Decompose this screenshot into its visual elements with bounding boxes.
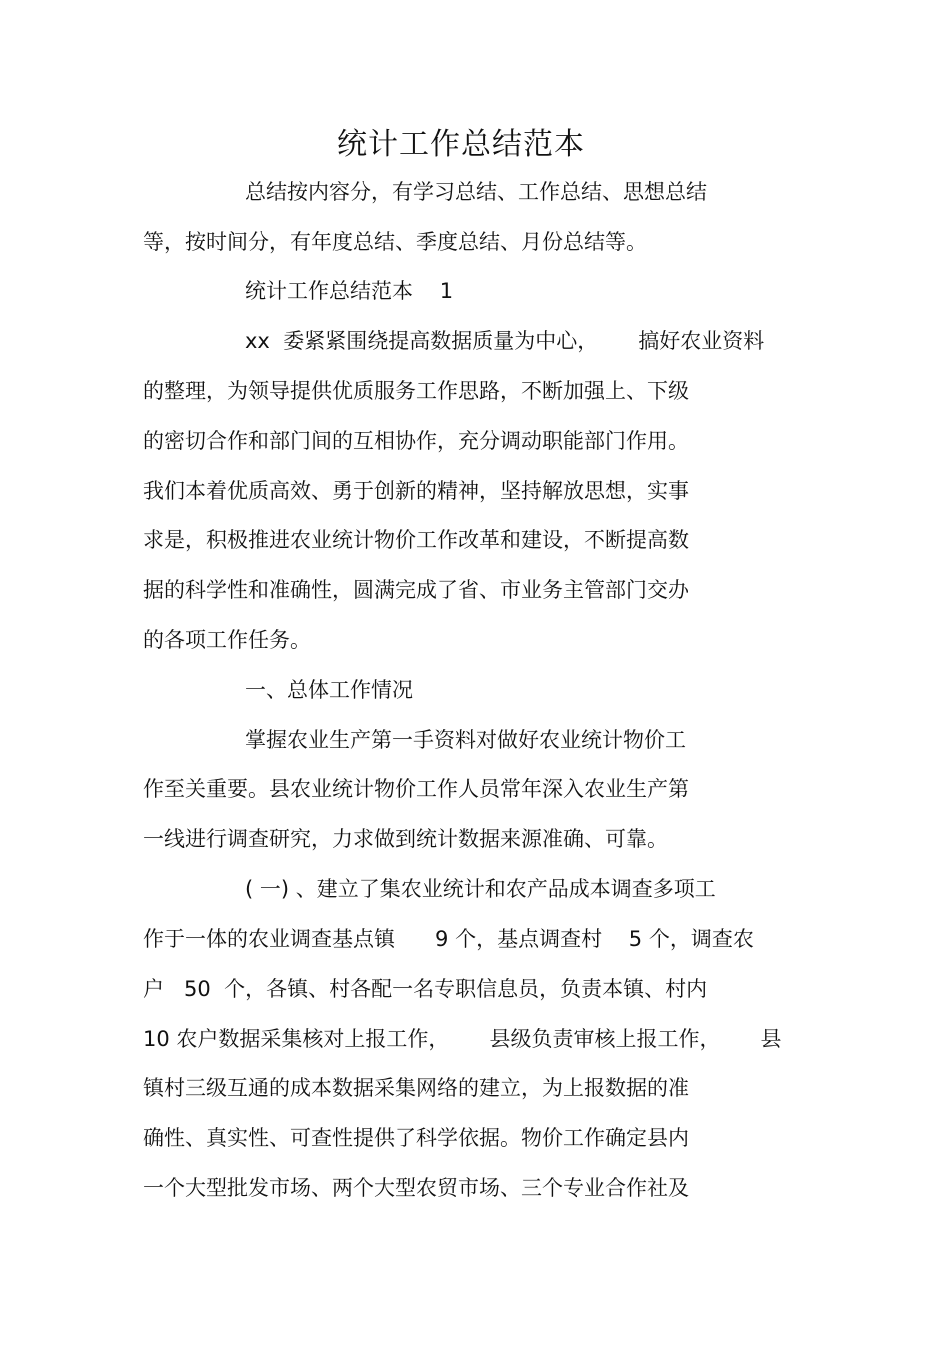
paragraph-line: 10 农户数据采集核对上报工作， 县级负责审核上报工作， 县 <box>143 1027 782 1051</box>
paragraph-line: 我们本着优质高效、勇于创新的精神，坚持解放思想，实事 <box>143 479 689 503</box>
paragraph-line: 一个大型批发市场、两个大型农贸市场、三个专业合作社及 <box>143 1176 689 1200</box>
paragraph-line: 作至关重要。县农业统计物价工作人员常年深入农业生产第 <box>143 777 689 801</box>
paragraph-line: 确性、真实性、可查性提供了科学依据。物价工作确定县内 <box>143 1126 689 1150</box>
paragraph-line: 户 50 个，各镇、村各配一名专职信息员，负责本镇、村内 <box>143 977 708 1001</box>
paragraph-line: 作于一体的农业调查基点镇 9 个，基点调查村 5 个，调查农 <box>143 927 754 951</box>
paragraph-line: 掌握农业生产第一手资料对做好农业统计物价工 <box>245 728 686 752</box>
paragraph-line: 据的科学性和准确性，圆满完成了省、市业务主管部门交办 <box>143 578 689 602</box>
paragraph-line: 求是，积极推进农业统计物价工作改革和建设，不断提高数 <box>143 528 689 552</box>
section-heading: 统计工作总结范本 1 <box>245 279 454 303</box>
paragraph-line: ( 一) 、建立了集农业统计和农产品成本调查多项工 <box>245 877 716 901</box>
section-heading: 一、总体工作情况 <box>245 678 413 702</box>
paragraph-line: 的各项工作任务。 <box>143 628 311 652</box>
paragraph-line: 等，按时间分，有年度总结、季度总结、月份总结等。 <box>143 230 647 254</box>
paragraph-line: 镇村三级互通的成本数据采集网络的建立，为上报数据的准 <box>143 1076 689 1100</box>
paragraph-line: xx 委紧紧围绕提高数据质量为中心， 搞好农业资料 <box>245 329 765 353</box>
paragraph-line: 的密切合作和部门间的互相协作，充分调动职能部门作用。 <box>143 429 689 453</box>
paragraph-line: 一线进行调查研究，力求做到统计数据来源准确、可靠。 <box>143 827 668 851</box>
paragraph-line: 的整理，为领导提供优质服务工作思路，不断加强上、下级 <box>143 379 689 403</box>
document-title: 统计工作总结范本 <box>337 127 585 162</box>
paragraph-line: 总结按内容分，有学习总结、工作总结、思想总结 <box>245 180 707 204</box>
